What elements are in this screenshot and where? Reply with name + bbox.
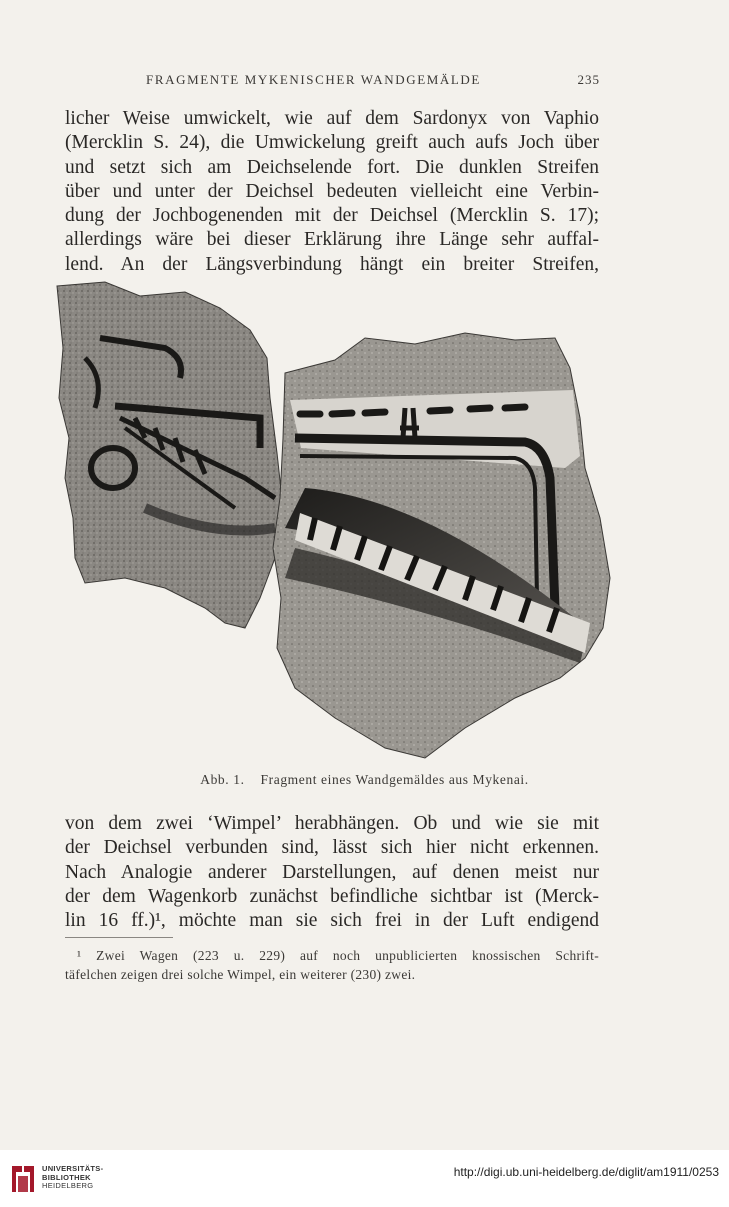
page-number: 235	[577, 72, 600, 87]
body-text-top	[65, 107, 599, 277]
text-line: und setzt sich am Deichselende fort. Die dunklen Streifen	[65, 156, 599, 178]
footnote-divider	[65, 937, 173, 938]
text-line: allerdings wäre bei dieser Erklärung ihre Länge sehr auffal-	[65, 229, 599, 251]
footnote	[65, 946, 599, 984]
figure-caption	[0, 772, 729, 788]
text-line: Nach Analogie anderer Darstellungen, auf denen meist nur	[65, 861, 599, 883]
text-line: von dem zwei ‘Wimpel’ herabhängen. Ob und wie sie mit	[65, 813, 599, 834]
library-name-line: UNIVERSITÄTS-	[42, 1164, 104, 1173]
text-line: licher Weise umwickelt, wie auf dem Sardonyx von Vaphio	[65, 108, 599, 129]
text-line: (Mercklin S. 24), die Umwickelung greift auch aufs Joch über	[65, 132, 599, 154]
text-line: lend. An der Längsverbindung hängt ein breiter Streifen,	[65, 253, 599, 275]
library-name-line: BIBLIOTHEK	[42, 1172, 91, 1182]
permalink-url[interactable]: http://digi.ub.uni-heidelberg.de/diglit/am1911/0253	[453, 1165, 719, 1179]
library-name-line: HEIDELBERG	[42, 1181, 94, 1190]
library-name	[42, 1165, 103, 1191]
text-line: lin 16 ff.)¹, möchte man sie sich frei in der Luft endigend	[65, 910, 599, 932]
footnote-line: täfelchen zeigen drei solche Wimpel, ein weiterer (230) zwei.	[65, 967, 416, 982]
fresco-fragment-image	[45, 278, 635, 768]
body-text-bottom	[65, 812, 599, 933]
digitization-footer	[0, 1150, 729, 1207]
caption-text: Fragment eines Wandgemäldes aus Mykenai.	[260, 772, 529, 787]
text-line: der Deichsel verbunden sind, lässt sich hier nicht erkennen.	[65, 837, 599, 859]
caption-label: Abb. 1.	[200, 772, 245, 787]
text-line: dung der Jochbogenenden mit der Deichsel (Mercklin S. 17);	[65, 205, 599, 227]
running-head-title: FRAGMENTE MYKENISCHER WANDGEMÄLDE	[146, 72, 481, 87]
university-library-logo-icon[interactable]	[8, 1162, 38, 1196]
text-line: über und unter der Deichsel bedeuten vielleicht eine Verbin-	[65, 180, 599, 202]
footnote-line: ¹ Zwei Wagen (223 u. 229) auf noch unpublicierten knossischen Schrift-	[77, 948, 599, 963]
text-line: der dem Wagenkorb zunächst befindliche sichtbar ist (Merck-	[65, 885, 599, 907]
